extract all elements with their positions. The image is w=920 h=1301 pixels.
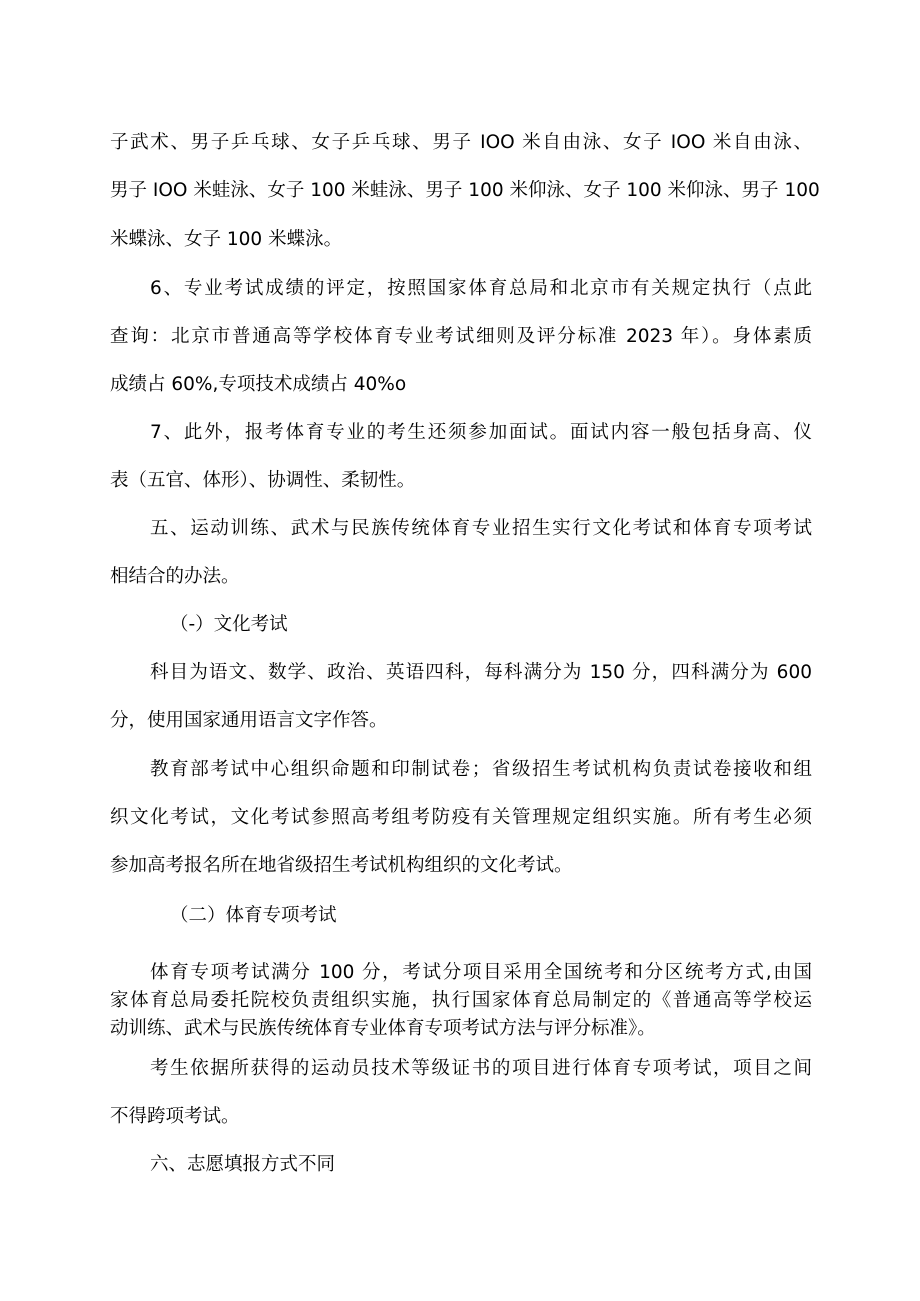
- section5-line-1: 五、运动训练、武术与民族传统体育专业招生实行文化考试和体育专项考试: [150, 518, 812, 539]
- sub2-para2-line-1: 考生依据所获得的运动员技术等级证书的项目进行体育专项考试，项目之间: [150, 1058, 812, 1079]
- sub2-para2-line-2: 不得跨项考试。: [110, 1106, 240, 1127]
- item6-line-2: 查询：北京市普通高等学校体育专业考试细则及评分标准 2023 年）。身体素质: [110, 326, 812, 347]
- item5-line-2: 男子 IOO 米蛙泳、女子 100 米蛙泳、男子 100 米仰泳、女子 100 米仰泳、男子 100: [110, 180, 820, 201]
- sub2-para1-line-3: 动训练、武术与民族传统体育专业体育专项考试方法与评分标准》。: [110, 1018, 656, 1039]
- sub2-para1-line-1: 体育专项考试满分 100 分，考试分项目采用全国统考和分区统考方式,由国: [150, 962, 812, 983]
- section6-heading: 六、志愿填报方式不同: [150, 1154, 336, 1175]
- item5-line-3: 米蝶泳、女子 100 米蝶泳。: [110, 229, 343, 250]
- section5-line-2: 相结合的办法。: [110, 566, 240, 587]
- item6-line-3: 成绩占 60%,专项技术成绩占 40%o: [110, 374, 407, 395]
- item7-line-2: 表（五官、体形）、协调性、柔韧性。: [110, 470, 416, 491]
- sub1-para2-line-3: 参加高考报名所在地省级招生考试机构组织的文化考试。: [110, 855, 573, 876]
- item7-line-1: 7、此外，报考体育专业的考生还须参加面试。面试内容一般包括身高、仪: [150, 422, 812, 443]
- sub1-para1-line-2: 分，使用国家通用语言文字作答。: [110, 710, 388, 731]
- sub1-para2-line-1: 教育部考试中心组织命题和印制试卷；省级招生考试机构负责试卷接收和组: [150, 759, 812, 780]
- sub1-heading: （-）文化考试: [170, 614, 288, 635]
- sub2-heading: （二）体育专项考试: [170, 905, 337, 926]
- sub2-para1-line-2: 家体育总局委托院校负责组织实施，执行国家体育总局制定的《普通高等学校运: [110, 990, 812, 1011]
- item6-line-1: 6、专业考试成绩的评定，按照国家体育总局和北京市有关规定执行（点此: [150, 278, 812, 299]
- sub1-para1-line-1: 科目为语文、数学、政治、英语四科，每科满分为 150 分，四科满分为 600: [150, 662, 812, 683]
- sub1-para2-line-2: 织文化考试，文化考试参照高考组考防疫有关管理规定组织实施。所有考生必须: [110, 807, 812, 828]
- item5-line-1: 子武术、男子乒乓球、女子乒乓球、男子 IOO 米自由泳、女子 IOO 米自由泳、: [110, 132, 812, 153]
